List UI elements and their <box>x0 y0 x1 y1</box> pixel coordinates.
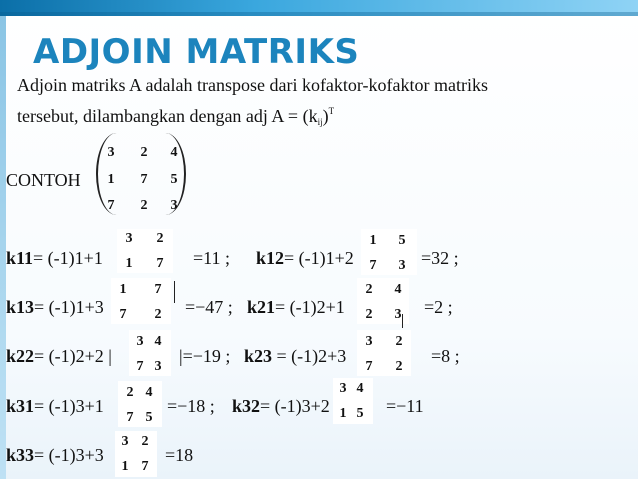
k23-sign: = (-1)2+3 <box>272 346 347 366</box>
k11-label: k11 <box>6 248 34 268</box>
k33-expression <box>6 446 104 464</box>
k33-sign: = (-1)3+3 <box>34 445 104 465</box>
k31-label: k31 <box>6 396 35 416</box>
k32-label: k32 <box>232 396 261 416</box>
minor-cell: 4 <box>145 385 153 400</box>
k13-minor <box>111 278 171 324</box>
minor-cell: 2 <box>141 434 149 449</box>
minor-cell: 5 <box>145 410 153 425</box>
minor-cell: 4 <box>154 334 162 349</box>
k32-result: =−11 <box>386 396 424 416</box>
k22-result: |=−19 ; <box>179 346 231 366</box>
k11-minor <box>117 229 173 273</box>
k21-expression <box>247 298 345 316</box>
matrix-cell: 7 <box>140 172 148 187</box>
minor-cell: 3 <box>125 231 133 246</box>
k23-minor <box>357 330 411 376</box>
minor-cell: 1 <box>125 256 133 271</box>
k11-sign: = (-1)1+1 <box>33 248 103 268</box>
k31-minor <box>118 381 162 427</box>
k31-expression <box>6 397 104 415</box>
k33-result: =18 <box>165 445 194 465</box>
minor-cell: 7 <box>119 307 127 322</box>
minor-cell: 3 <box>394 307 402 322</box>
minor-cell: 7 <box>141 459 149 474</box>
determinant-bar <box>174 281 175 303</box>
k23-expression <box>244 347 346 365</box>
matrix-cell: 1 <box>107 172 115 187</box>
minor-cell: 5 <box>356 406 364 421</box>
minor-cell: 2 <box>126 385 134 400</box>
k23-label: k23 <box>244 346 273 366</box>
definition-line-2-prefix: tersebut, dilambangkan dengan adj A = (k <box>17 106 318 126</box>
superscript-t: T <box>328 106 335 116</box>
minor-cell: 3 <box>365 334 373 349</box>
minor-cell: 3 <box>339 381 347 396</box>
minor-cell: 5 <box>398 233 406 248</box>
minor-cell: 7 <box>126 410 134 425</box>
header-bar <box>0 0 638 16</box>
minor-cell: 4 <box>356 381 364 396</box>
definition-close-paren: ) <box>322 106 329 126</box>
k32-minor <box>333 378 373 424</box>
k12-label: k12 <box>256 248 285 268</box>
k13-result: =−47 ; <box>185 297 233 317</box>
minor-cell: 7 <box>369 258 377 273</box>
definition-line-1: Adjoin matriks A adalah transpose dari kofaktor-kofaktor matriks <box>17 75 489 95</box>
minor-cell: 1 <box>369 233 377 248</box>
minor-cell: 2 <box>365 282 373 297</box>
definition-text <box>17 72 632 135</box>
determinant-bar <box>402 314 403 328</box>
k33-minor <box>115 431 157 477</box>
minor-cell: 1 <box>339 406 347 421</box>
minor-cell: 2 <box>395 334 403 349</box>
k13-label: k13 <box>6 297 35 317</box>
matrix-cell: 5 <box>170 172 178 187</box>
definition-line-2 <box>17 98 632 135</box>
minor-cell: 1 <box>121 459 129 474</box>
contoh-label: CONTOH <box>6 170 81 190</box>
subscript-ij: ij <box>317 117 323 127</box>
k12-minor <box>361 229 417 275</box>
minor-cell: 3 <box>398 258 406 273</box>
minor-cell: 2 <box>395 359 403 374</box>
matrix-cell: 7 <box>107 198 115 213</box>
minor-cell: 2 <box>156 231 164 246</box>
minor-cell: 3 <box>154 359 162 374</box>
k11-expression <box>6 249 103 267</box>
minor-cell: 4 <box>394 282 402 297</box>
matrix-cell: 3 <box>170 198 178 213</box>
k22-expression <box>6 347 112 365</box>
k21-label: k21 <box>247 297 276 317</box>
minor-cell: 2 <box>154 307 162 322</box>
matrix-cell: 2 <box>140 198 148 213</box>
minor-cell: 2 <box>365 307 373 322</box>
k12-sign: = (-1)1+2 <box>284 248 354 268</box>
minor-cell: 7 <box>156 256 164 271</box>
k11-result: =11 ; <box>193 248 230 268</box>
k21-result: =2 ; <box>424 297 453 317</box>
k31-result: =−18 ; <box>167 396 215 416</box>
k33-label: k33 <box>6 445 35 465</box>
matrix-cell: 2 <box>140 145 148 160</box>
minor-cell: 7 <box>154 282 162 297</box>
k13-sign: = (-1)1+3 <box>34 297 104 317</box>
matrix-cell: 4 <box>170 145 178 160</box>
minor-cell: 7 <box>365 359 373 374</box>
matrix-cell: 3 <box>107 145 115 160</box>
k22-sign: = (-1)2+2 | <box>34 346 112 366</box>
header-bar-shade <box>0 12 638 16</box>
minor-cell: 1 <box>119 282 127 297</box>
k32-expression <box>232 397 330 415</box>
minor-cell: 3 <box>136 334 144 349</box>
k22-minor <box>129 330 171 376</box>
k13-expression <box>6 298 104 316</box>
k32-sign: = (-1)3+2 <box>260 396 330 416</box>
minor-cell: 7 <box>136 359 144 374</box>
k21-sign: = (-1)2+1 <box>275 297 345 317</box>
slide-title: ADJOIN MATRIKS <box>33 32 360 72</box>
k31-sign: = (-1)3+1 <box>34 396 104 416</box>
k12-result: =32 ; <box>421 248 459 268</box>
minor-cell: 3 <box>121 434 129 449</box>
k23-result: =8 ; <box>431 346 460 366</box>
k22-label: k22 <box>6 346 35 366</box>
k12-expression <box>256 249 354 267</box>
